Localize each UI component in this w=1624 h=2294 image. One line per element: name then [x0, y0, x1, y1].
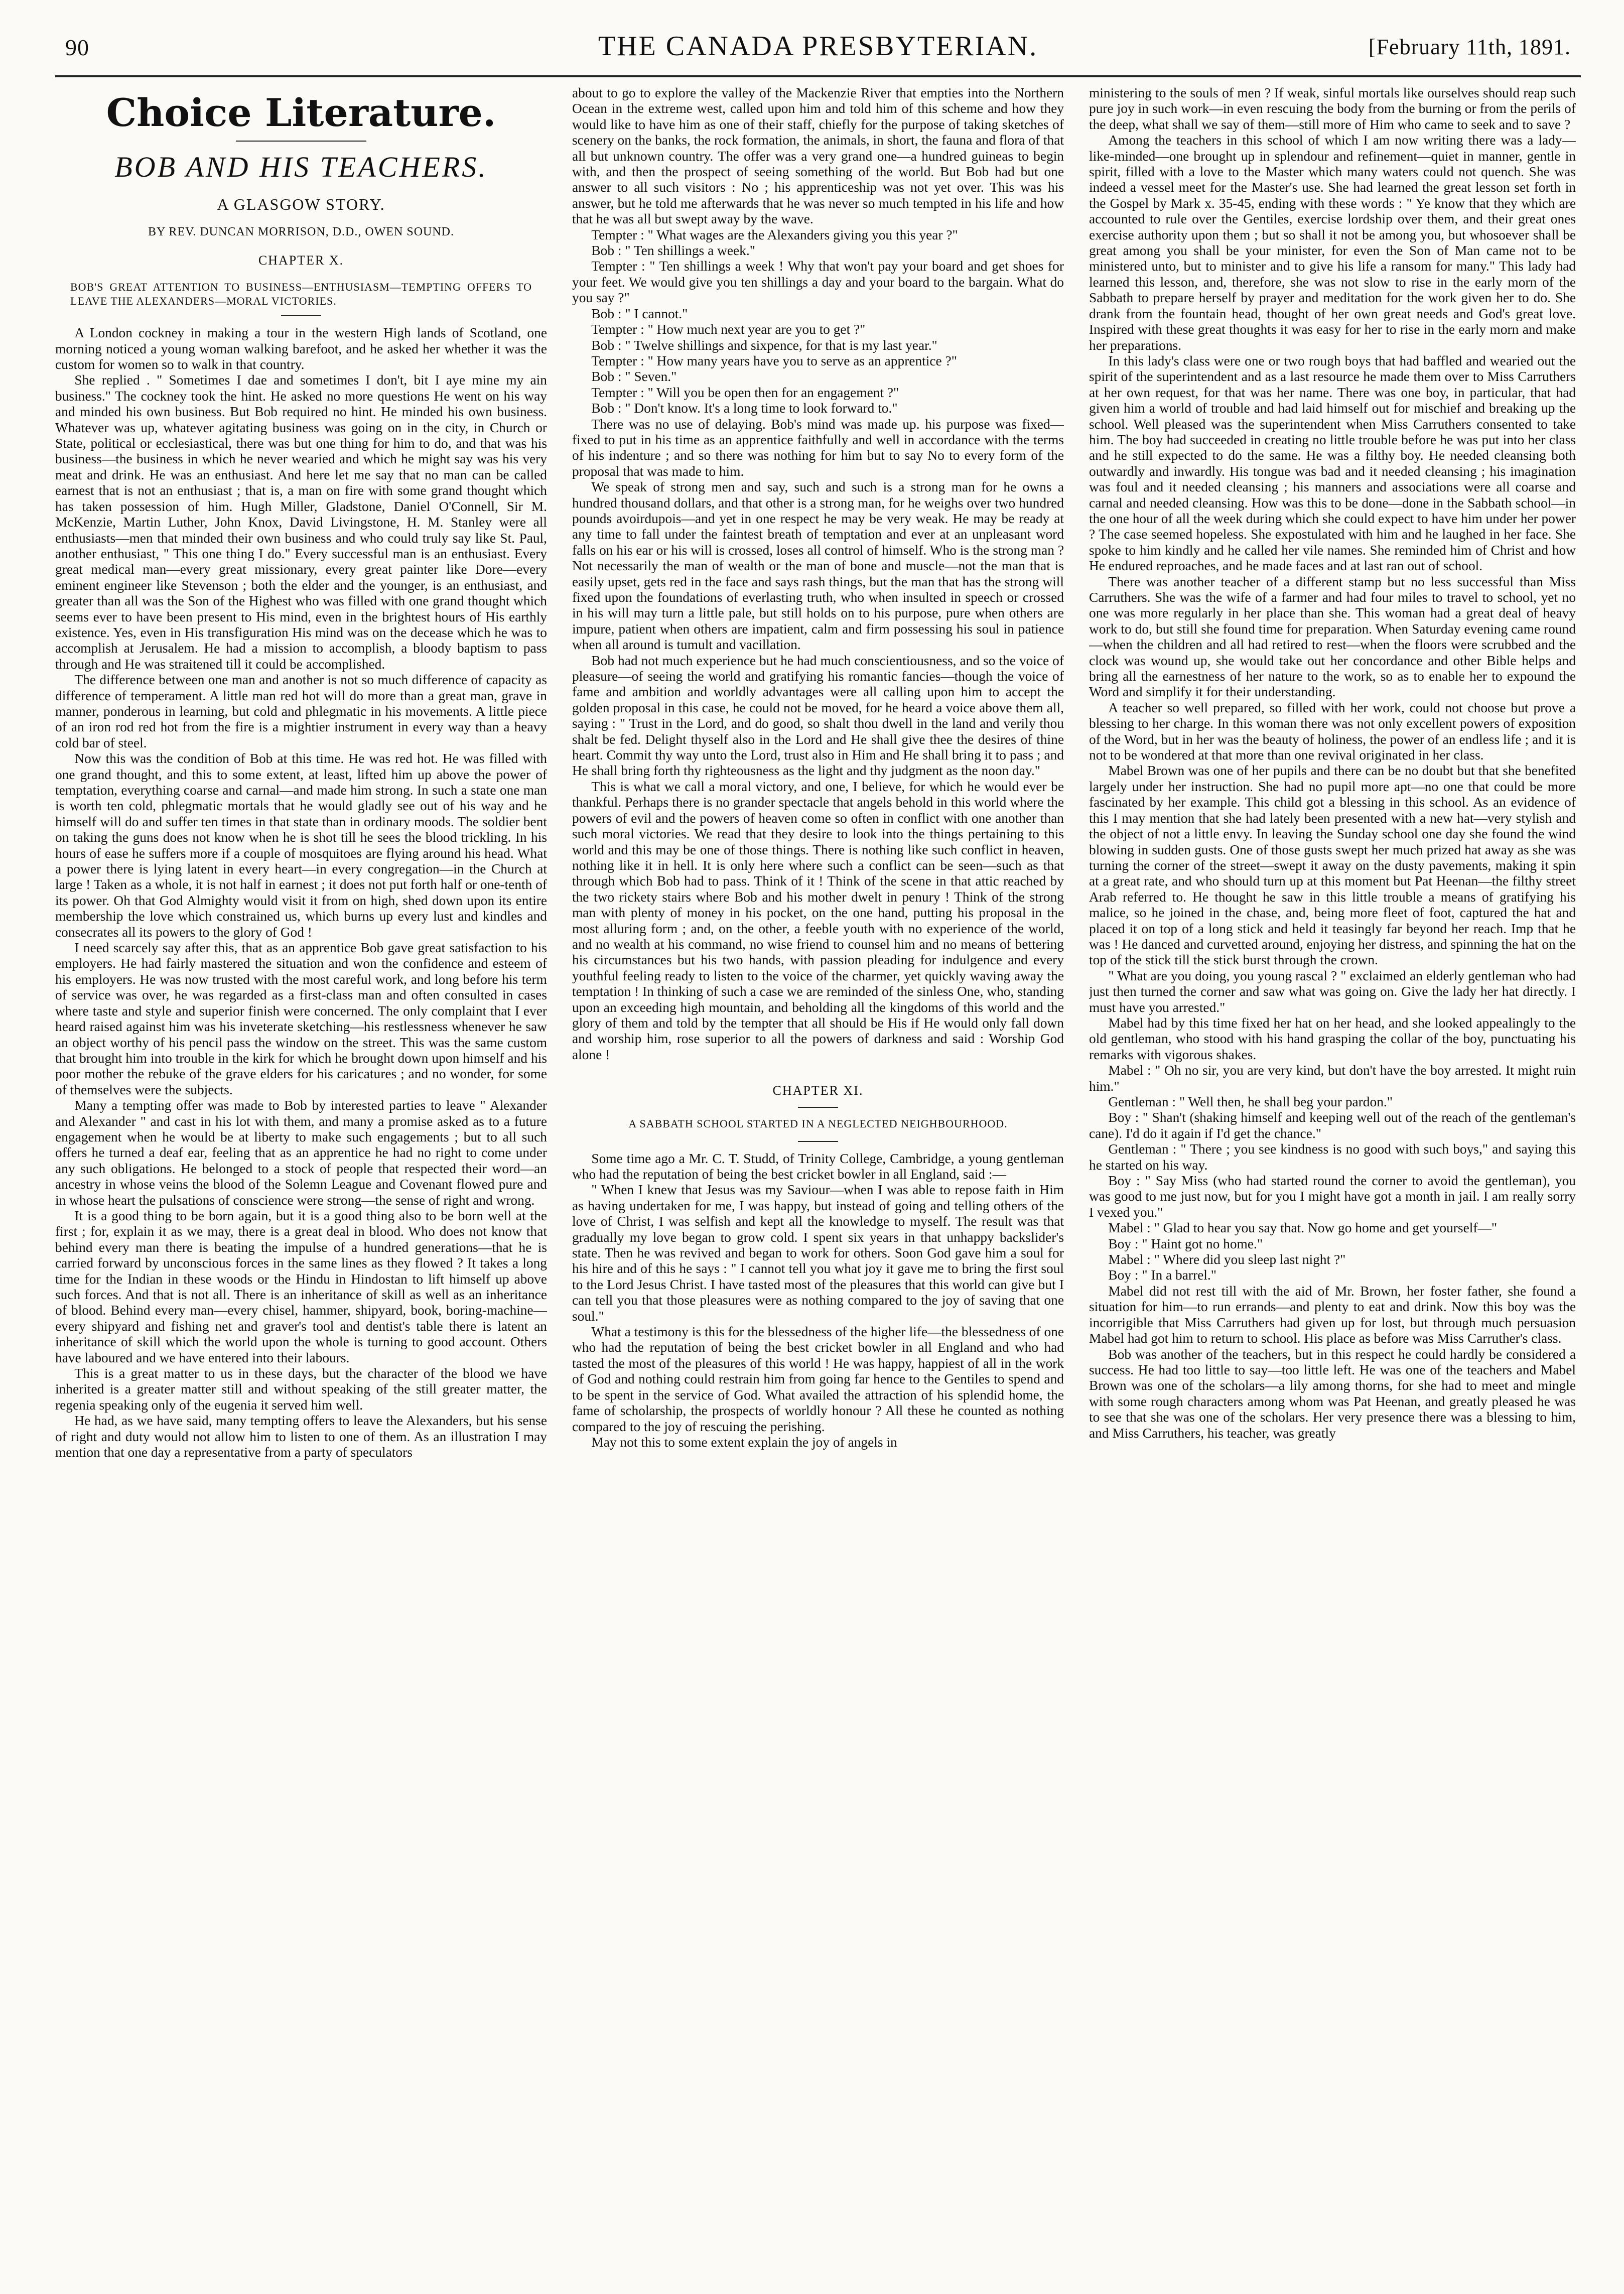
column-1	[55, 85, 547, 2279]
paragraph: Bob : " Seven."	[591, 369, 677, 385]
paragraph: Bob had not much experience but he had much conscientiousness, and so the voice of pleasure—of seeing the world and gratifying his romantic fancies—though the voice of fame and ambition and worldly advantages were all calling upon him to accept the golden proposal in this case, he could not be moved, for he heard a voice above them all, saying : " Trust in the Lord, and do good, so shalt thou dwell in the land and verily thou shalt be fed. Delight thyself also in the Lord and He shall give thee the desires of thine heart. Commit thy way unto the Lord, trust also in Him and He shall bring it to pass ; and He shall bring forth thy righteousness as the light and thy judgment as the noon day."	[572, 653, 1064, 779]
page-number: 90	[65, 35, 89, 60]
publication-title: THE CANADA PRESBYTERIAN.	[598, 31, 1038, 62]
paragraph: In this lady's class were one or two rough boys that had baffled and wearied out the spirit of the superintendent and as a last resource he made them over to Miss Carruthers at her own request, for that was her name. There was one boy, in particular, that had given him a world of trouble and had laid himself out for mischief and breaking up the school. Well pleased was the superintendent when Miss Carruthers consented to take him. The boy had succeeded in creating no little trouble before he was put into her class and he still expected to do the same. He was a filthy boy. He needed cleansing both outwardly and inwardly. His tongue was bad and it needed cleansing ; his imagination was foul and it needed cleansing ; his manners and associations were all coarse and carnal and needed cleansing. How was this to be done—done in the Sabbath school—in the one hour of all the week during which she could expect to have him under her power ? The case seemed hopeless. She expostulated with him and he laughed in her face. She spoke to him kindly and he called her vile names. She reminded him of Christ and how He endured reproaches, and he made faces and at last ran out of school.	[1089, 353, 1576, 574]
column-2	[572, 85, 1064, 2279]
section-heading: Choice Literature.	[106, 90, 496, 135]
paragraph: " What are you doing, you young rascal ? " exclaimed an elderly gentleman who had just then turned the corner and saw what was going on. Give the lady her hat directly. I must have you arrested."	[1089, 968, 1576, 1015]
paragraph: We speak of strong men and say, such and such is a strong man for he owns a hundred thousand dollars, and that other is a strong man, for he weighs over two hundred pounds avoirdupois—and yet in one respect he may be very weak. He may be ready at any time to fall under the faintest breath of temptation and ever at an unpleasant word falls on his ear or his will is crossed, loses all control of himself. Who is the strong man ? Not necessarily the man of wealth or the man of bone and muscle—not the man that is easily upset, gets red in the face and says rash things, but the man that has the strong will fixed upon the foundations of everlasting truth, who when insulted in speech or crossed in his will may turn a little pale, but still holds on to his purpose, pure when others are impure, patient when others are impatient, calm and firm possessing his soul in patience when all around is tumult and vacillation.	[572, 479, 1064, 653]
paragraph: May not this to some extent explain the joy of angels in	[591, 1434, 897, 1450]
paragraph: Tempter : " What wages are the Alexanders giving you this year ?"	[591, 227, 958, 242]
paragraph: Mabel : " Glad to hear you say that. Now go home and get yourself—"	[1108, 1220, 1498, 1236]
paragraph: Gentleman : " There ; you see kindness is no good with such boys," and saying this he started on his way.	[1089, 1141, 1576, 1173]
paragraph: Many a tempting offer was made to Bob by interested parties to leave " Alexander and Alexander " and cast in his lot with them, and many a promise asked as to a future engagement when he would be at liberty to make such engagements ; but to all such offers he turned a deaf ear, feeling that as an apprentice he had no right to come under any such obligations. He belonged to a stock of people that respected their word—an ancestry in whose veins the blood of the Solemn League and Covenant flowed pure and in whose heart the pulsations of conscience were strong—the sense of right and wrong.	[55, 1098, 547, 1208]
story-subtitle: A GLASGOW STORY.	[217, 195, 385, 213]
paragraph: A teacher so well prepared, so filled with her work, could not choose but prove a blessing to her charge. In this woman there was not only excellent powers of exposition of the Word, but in her was the beauty of holiness, the power of an endless life ; and it is not to be wondered at that more than one revival originated in her class.	[1089, 700, 1576, 763]
paragraph: Boy : " Shan't (shaking himself and keeping well out of the reach of the gentleman's cane). I'd do it again if I'd get the chance."	[1089, 1110, 1576, 1141]
header-rule	[55, 75, 1581, 77]
paragraph: Mabel did not rest till with the aid of Mr. Brown, her foster father, she found a situation for him—to run errands—and plenty to eat and drink. Now this boy was the incorrigible that Miss Carruthers had given up for lost, but through much persuasion Mabel had got him to return to school. His place as before was Miss Carruther's class.	[1089, 1283, 1576, 1346]
chapter-heading: CHAPTER X.	[258, 252, 344, 268]
paragraph: He had, as we have said, many tempting offers to leave the Alexanders, but his sense of right and duty would not allow him to listen to one of them. As an illustration I may mention that one day a representative from a party of speculators	[55, 1413, 547, 1460]
story-title: BOB AND HIS TEACHERS.	[114, 151, 488, 183]
paragraph: Bob : " Ten shillings a week."	[591, 243, 755, 259]
column-3	[1089, 85, 1576, 2279]
paragraph: Tempter : " Will you be open then for an engagement ?"	[591, 385, 899, 400]
paragraph: Tempter : " Ten shillings a week ! Why that won't pay your board and get shoes for your feet. We would give you ten shillings a day and your board to the bargain. What do you say ?"	[572, 259, 1064, 306]
page-header	[65, 30, 1571, 65]
paragraph: This is a great matter to us in these days, but the character of the blood we have inherited is a greater matter still and without speaking of the still greater matter, the regenia speaking only of the eugenia it served him well.	[55, 1366, 547, 1413]
paragraph: " When I knew that Jesus was my Saviour—when I was able to repose faith in Him as having undertaken for me, I was happy, but instead of going and telling others of the love of Christ, I was selfish and kept all the knowledge to myself. The result was that gradually my love began to grow cold. I spent six years in that unhappy backslider's state. Then he was revived and began to work for others. Soon God gave him a soul for his hire and of this he says : " I cannot tell you what joy it gave me to bring the first soul to the Lord Jesus Christ. I have tasted most of the pleasures that this world can give but I can tell you that those pleasures were as nothing compared to the joy of saving that one soul."	[572, 1182, 1064, 1324]
chapter-heading: CHAPTER XI.	[772, 1083, 864, 1098]
paragraph: Mabel Brown was one of her pupils and there can be no doubt but that she benefited largely under her instruction. She had no pupil more apt—no one that could be more fascinated by her example. This child got a blessing in this school. As an evidence of this I may mention that she had lately been presented with a new hat—very stylish and the object of not a little envy. In leaving the Sunday school one day she found the wind blowing in sudden gusts. One of those gusts swept her much prized hat away as she was turning the corner of the street—swept it away on the dusty pavements, making it spin at a great rate, and who should turn up at this moment but Pat Heenan—the filthy street Arab referred to. He thought he saw in this little trouble a means of gratifying his malice, so he joined in the chase, and, being more fleet of foot, captured the hat and placed it on top of a long stick and held it teasingly far beyond her reach. Imp that he was ! He danced and curvetted around, enjoying her distress, and spinning the hat on the top of the stick till the stick burst through the crown.	[1089, 763, 1576, 968]
paragraph: Mabel : " Oh no sir, you are very kind, but don't have the boy arrested. It might ruin him."	[1089, 1063, 1576, 1094]
divider	[281, 315, 321, 316]
paragraph: Bob : " Twelve shillings and sixpence, for that is my last year."	[591, 337, 937, 353]
paragraph: Mabel had by this time fixed her hat on her head, and she looked appealingly to the old gentleman, who stood with his hand grasping the collar of the boy, punctuating his remarks with vigorous shakes.	[1089, 1015, 1576, 1062]
divider	[798, 1107, 838, 1108]
chapter-synopsis: BOB'S GREAT ATTENTION TO BUSINESS—ENTHUSIASM—TEMPTING OFFERS TO LEAVE THE ALEXANDERS—MORAL VICTORIES.	[70, 281, 532, 308]
paragraph: Gentleman : " Well then, he shall beg your pardon."	[1108, 1094, 1393, 1109]
paragraph: The difference between one man and another is not so much difference of capacity as difference of temperament. A little man red hot will do more than a great man, grave in manner, ponderous in learning, but cold and phlegmatic in his movements. A little piece of an iron rod red hot from the fire is a mightier instrument in every way than a heavy cold bar of steel.	[55, 672, 547, 750]
paragraph: There was another teacher of a different stamp but no less successful than Miss Carruthers. She was the wife of a farmer and had four miles to travel to school, yet no one was more regularly in her place than she. This woman had a great deal of heavy work to do, but still she found time for preparation. When Saturday evening came round—when the children and all had retired to rest—when the floors were scrubbed and the clock was wound up, she would take out her concordance and other Bible helps and bring all the earnestness of her nature to the work, so as to enable her to expound the Word and simplify it for their understanding.	[1089, 574, 1576, 700]
paragraph: It is a good thing to be born again, but it is a good thing also to be born well at the first ; for, explain it as we may, there is a great deal in blood. Who does not know that behind every man there is beating the impulse of a hundred generations—that he is carried forward by unconscious forces in the same lines as they flowed ? It takes a long time for the Indian in these woods or the Hindu in Hindostan to lift himself up above such forces. And that is not all. There is an inheritance of skill as well as an inheritance of blood. Behind every man—every chisel, hammer, shipyard, book, boring-machine—every shipyard and fishing net and graver's tool and dentist's table there is latent an inheritance of skill which the world upon the whole is turning to good account. Others have laboured and we have entered into their labours.	[55, 1208, 547, 1365]
column-1-body	[55, 325, 547, 1460]
paragraph: What a testimony is this for the blessedness of the higher life—the blessedness of one who had the reputation of being the best cricket bowler in all England and who had tasted the most of the pleasures of this world ! He was happy, happiest of all in the work of God and nothing could restrain him from going far hence to the Gentiles to spend and to be spent in the service of God. What availed the attraction of his splendid home, the fame of scholarship, the prospects of worldly honour ? All these he counted as nothing compared to the joy of rescuing the perishing.	[572, 1324, 1064, 1434]
issue-date: [February 11th, 1891.	[1368, 35, 1571, 59]
paragraph: Bob : " Don't know. It's a long time to look forward to."	[591, 401, 898, 416]
paragraph: I need scarcely say after this, that as an apprentice Bob gave great satisfaction to his employers. He had fairly mastered the situation and won the confidence and esteem of his employers. He was now trusted with the most careful work, and long before his term of service was over, he was regarded as a first-class man and often consulted in cases where taste and style and superior finish were concerned. The only complaint that I ever heard raised against him was his inveterate sketching—his restlessness whenever he saw an object worthy of his pencil pass the window on the street. This was the same custom that brought him into trouble in the kirk for which he brought down upon himself and his poor mother the rebuke of the grave elders for his caricatures ; and no wonder, for some of themselves were the subjects.	[55, 940, 547, 1097]
paragraph: There was no use of delaying. Bob's mind was made up. his purpose was fixed—fixed to put in his time as an apprentice faithfully and well in accordance with the terms of his indenture ; and so there was nothing for him but to say No to every form of the proposal that was made to him.	[572, 416, 1064, 479]
paragraph: Boy : " Haint got no home."	[1108, 1236, 1263, 1251]
paragraph: Tempter : " How much next year are you to get ?"	[591, 322, 866, 337]
paragraph: Mabel : " Where did you sleep last night ?"	[1108, 1252, 1346, 1267]
paragraph: Among the teachers in this school of which I am now writing there was a lady—like-minded—one brought up in splendour and refinement—quiet in manner, gentle in spirit, filled with a love to the Master which many waters could not quench. She was indeed a vessel meet for the Master's use. She had learned the great lesson set forth in the Gospel by Mark x. 35-45, ending with these words : " Ye know that they which are accounted to rule over the Gentiles, exercise lordship over them, and their great ones exercise authority upon them ; but so shall it not be among you, but whosoever shall be great among you shall be your minister, for even the Son of Man came not to be ministered unto, but to minister and to give his life a ransom for many." This lady had learned this lesson, and, therefore, she was not slow to rise in the early morn of the Sabbath to prepare herself by prayer and meditation for the work given her to do. She drank from the fountain head, thought of her own great needs and God's great love. Inspired with these great thoughts it was easy for her to rise in the early morn and make her preparations.	[1089, 133, 1576, 353]
paragraph: ministering to the souls of men ? If weak, sinful mortals like ourselves should reap such pure joy in such work—in even rescuing the body from the burning or from the perils of the deep, what shall we say of them—still more of Him who came to seek and to save ?	[1089, 85, 1576, 132]
chapter-subtitle: A SABBATH SCHOOL STARTED IN A NEGLECTED NEIGHBOURHOOD.	[628, 1117, 1008, 1130]
paragraph: Some time ago a Mr. C. T. Studd, of Trinity College, Cambridge, a young gentleman who had the reputation of being the best cricket bowler in all England, said :—	[572, 1151, 1064, 1182]
divider	[798, 1141, 838, 1142]
paragraph: Boy : " Say Miss (who had started round the corner to avoid the gentleman), you was good to me just now, but for you I might have got a month in jail. I am really sorry I vexed you."	[1089, 1173, 1576, 1220]
paragraph: Bob was another of the teachers, but in this respect he could hardly be considered a success. He had too little to say—too little left. He was one of the teachers and Mabel Brown was one of the scholars—a lily among thorns, for she had to meet and mingle with some rough characters among whom was Pat Heenan, and greatly pleased he was to see that she was one of the scholars. Her very presence there was a blessing to him, and Miss Carruthers, his teacher, was greatly	[1089, 1346, 1576, 1441]
divider	[236, 141, 366, 142]
paragraph: Tempter : " How many years have you to serve as an apprentice ?"	[591, 353, 957, 368]
paragraph: Now this was the condition of Bob at this time. He was red hot. He was filled with one grand thought, and this to some extent, at least, lifted him up above the power of temptation, everything coarse and carnal—and made him strong. In such a state one man is worth ten cold, phlegmatic mortals that he would gladly see out of his way and he himself will do and suffer ten times in that state than in ordinary moods. The soldier bent on taking the guns does not know when he is shot till he sees the blood trickling. In his hours of ease he suffers more if a couple of mosquitoes are flying around his head. What a power there is lying latent in every heart—in every congregation—in the Church at large ! Taken as a whole, it is not half in earnest ; it does not put forth half or one-tenth of its power. Oh that God Almighty would visit it from on high, shed down upon its entire membership the love which constrained us, which burns up every lust and kindles and consecrates all its powers to the glory of God !	[55, 751, 547, 940]
paragraph: Bob : " I cannot."	[591, 306, 688, 321]
paragraph: about to go to explore the valley of the Mackenzie River that empties into the Northern Ocean in the extreme west, called upon him and told him of this scheme and how they would like to have him as one of their staff, chiefly for the purpose of taking sketches of scenery on the banks, the rock formation, the animals, in short, the fauna and flora of that all but unknown country. The offer was a very grand one—a hundred guineas to begin with, and then the prospect of seeing something of the world. But Bob had but one answer to all such visitors : No ; his apprenticeship was not yet over. This was his answer, but he told me afterwards that he was never so much tempted in his life and how that he was all but swept away by the wave.	[572, 85, 1064, 227]
paragraph: Boy : " In a barrel."	[1108, 1267, 1216, 1283]
paragraph: She replied . " Sometimes I dae and sometimes I don't, bit I aye mine my ain business." The cockney took the hint. He asked no more questions He went on his way and minded his own business. But Bob required no hint. He minded his own business. Whatever was up, whatever agitating business was going on in the city, in Church or State, political or ecclesiastical, there was but one thing for him to do, and that was his business—the business in which he never wearied and which he might say was his very meat and drink. He was an enthusiast. And here let me say that no man can be called earnest that is not an enthusiast ; that is, a man on fire with some grand thought which has taken possession of him. Hugh Miller, Gladstone, Daniel O'Connell, Sir M. McKenzie, Martin Luther, John Knox, David Livingstone, H. M. Stanley were all enthusiasts—men that minded their own business and who could truly say like St. Paul, another enthusiast, " This one thing I do." Every successful man is an enthusiast. Every great medical man—every great missionary, every great painter like Dore—every eminent engineer like Stevenson ; both the elder and the younger, is an enthusiast, and greater than all was the Son of the Highest who was filled with one grand thought which seems ever to have been present to His mind, even in the brightest hours of His earthly existence. Yes, even in His transfiguration His mind was on the decease which he was to accomplish at Jerusalem. He had a mission to accomplish, a bloody baptism to pass through and He was straitened till it could be accomplished.	[55, 372, 547, 672]
paragraph: This is what we call a moral victory, and one, I believe, for which he would ever be thankful. Perhaps there is no grander spectacle that angels behold in this world where the powers of evil and the powers of heaven come so often in conflict with one another than such moral victories. We read that they desire to look into the things pertaining to this world and this may be one of those things. There is nothing like such conflict in heaven, nothing like it in hell. It is only here where such a conflict can be seen—such as that through which Bob had to pass. Think of it ! Think of the scene in that attic reached by the two rickety stairs where Bob and his mother dwelt in penury ! Think of the strong man with plenty of money in his pocket, on the one hand, putting his proposal in the most alluring form ; and, on the other, a feeble youth with no experience of the world, and no wealth at his command, no wise friend to counsel him and no means of bettering his circumstances but his two hands, with passion pleading for indulgence and every youthful feeling ready to listen to the voice of the charmer, yet quickly waving away the temptation ! In thinking of such a case we are reminded of the sinless One, who, standing upon an exceeding high mountain, and beholding all the kingdoms of this world and the glory of them and told by the tempter that all should be His if He would only fall down and worship him, rose superior to all the powers of darkness and said : Worship God alone !	[572, 779, 1064, 1062]
paragraph: A London cockney in making a tour in the western High lands of Scotland, one morning noticed a young woman walking barefoot, and he asked her whether it was the custom for women so to walk in that country.	[55, 325, 547, 372]
byline: BY REV. DUNCAN MORRISON, D.D., OWEN SOUND.	[148, 225, 455, 239]
